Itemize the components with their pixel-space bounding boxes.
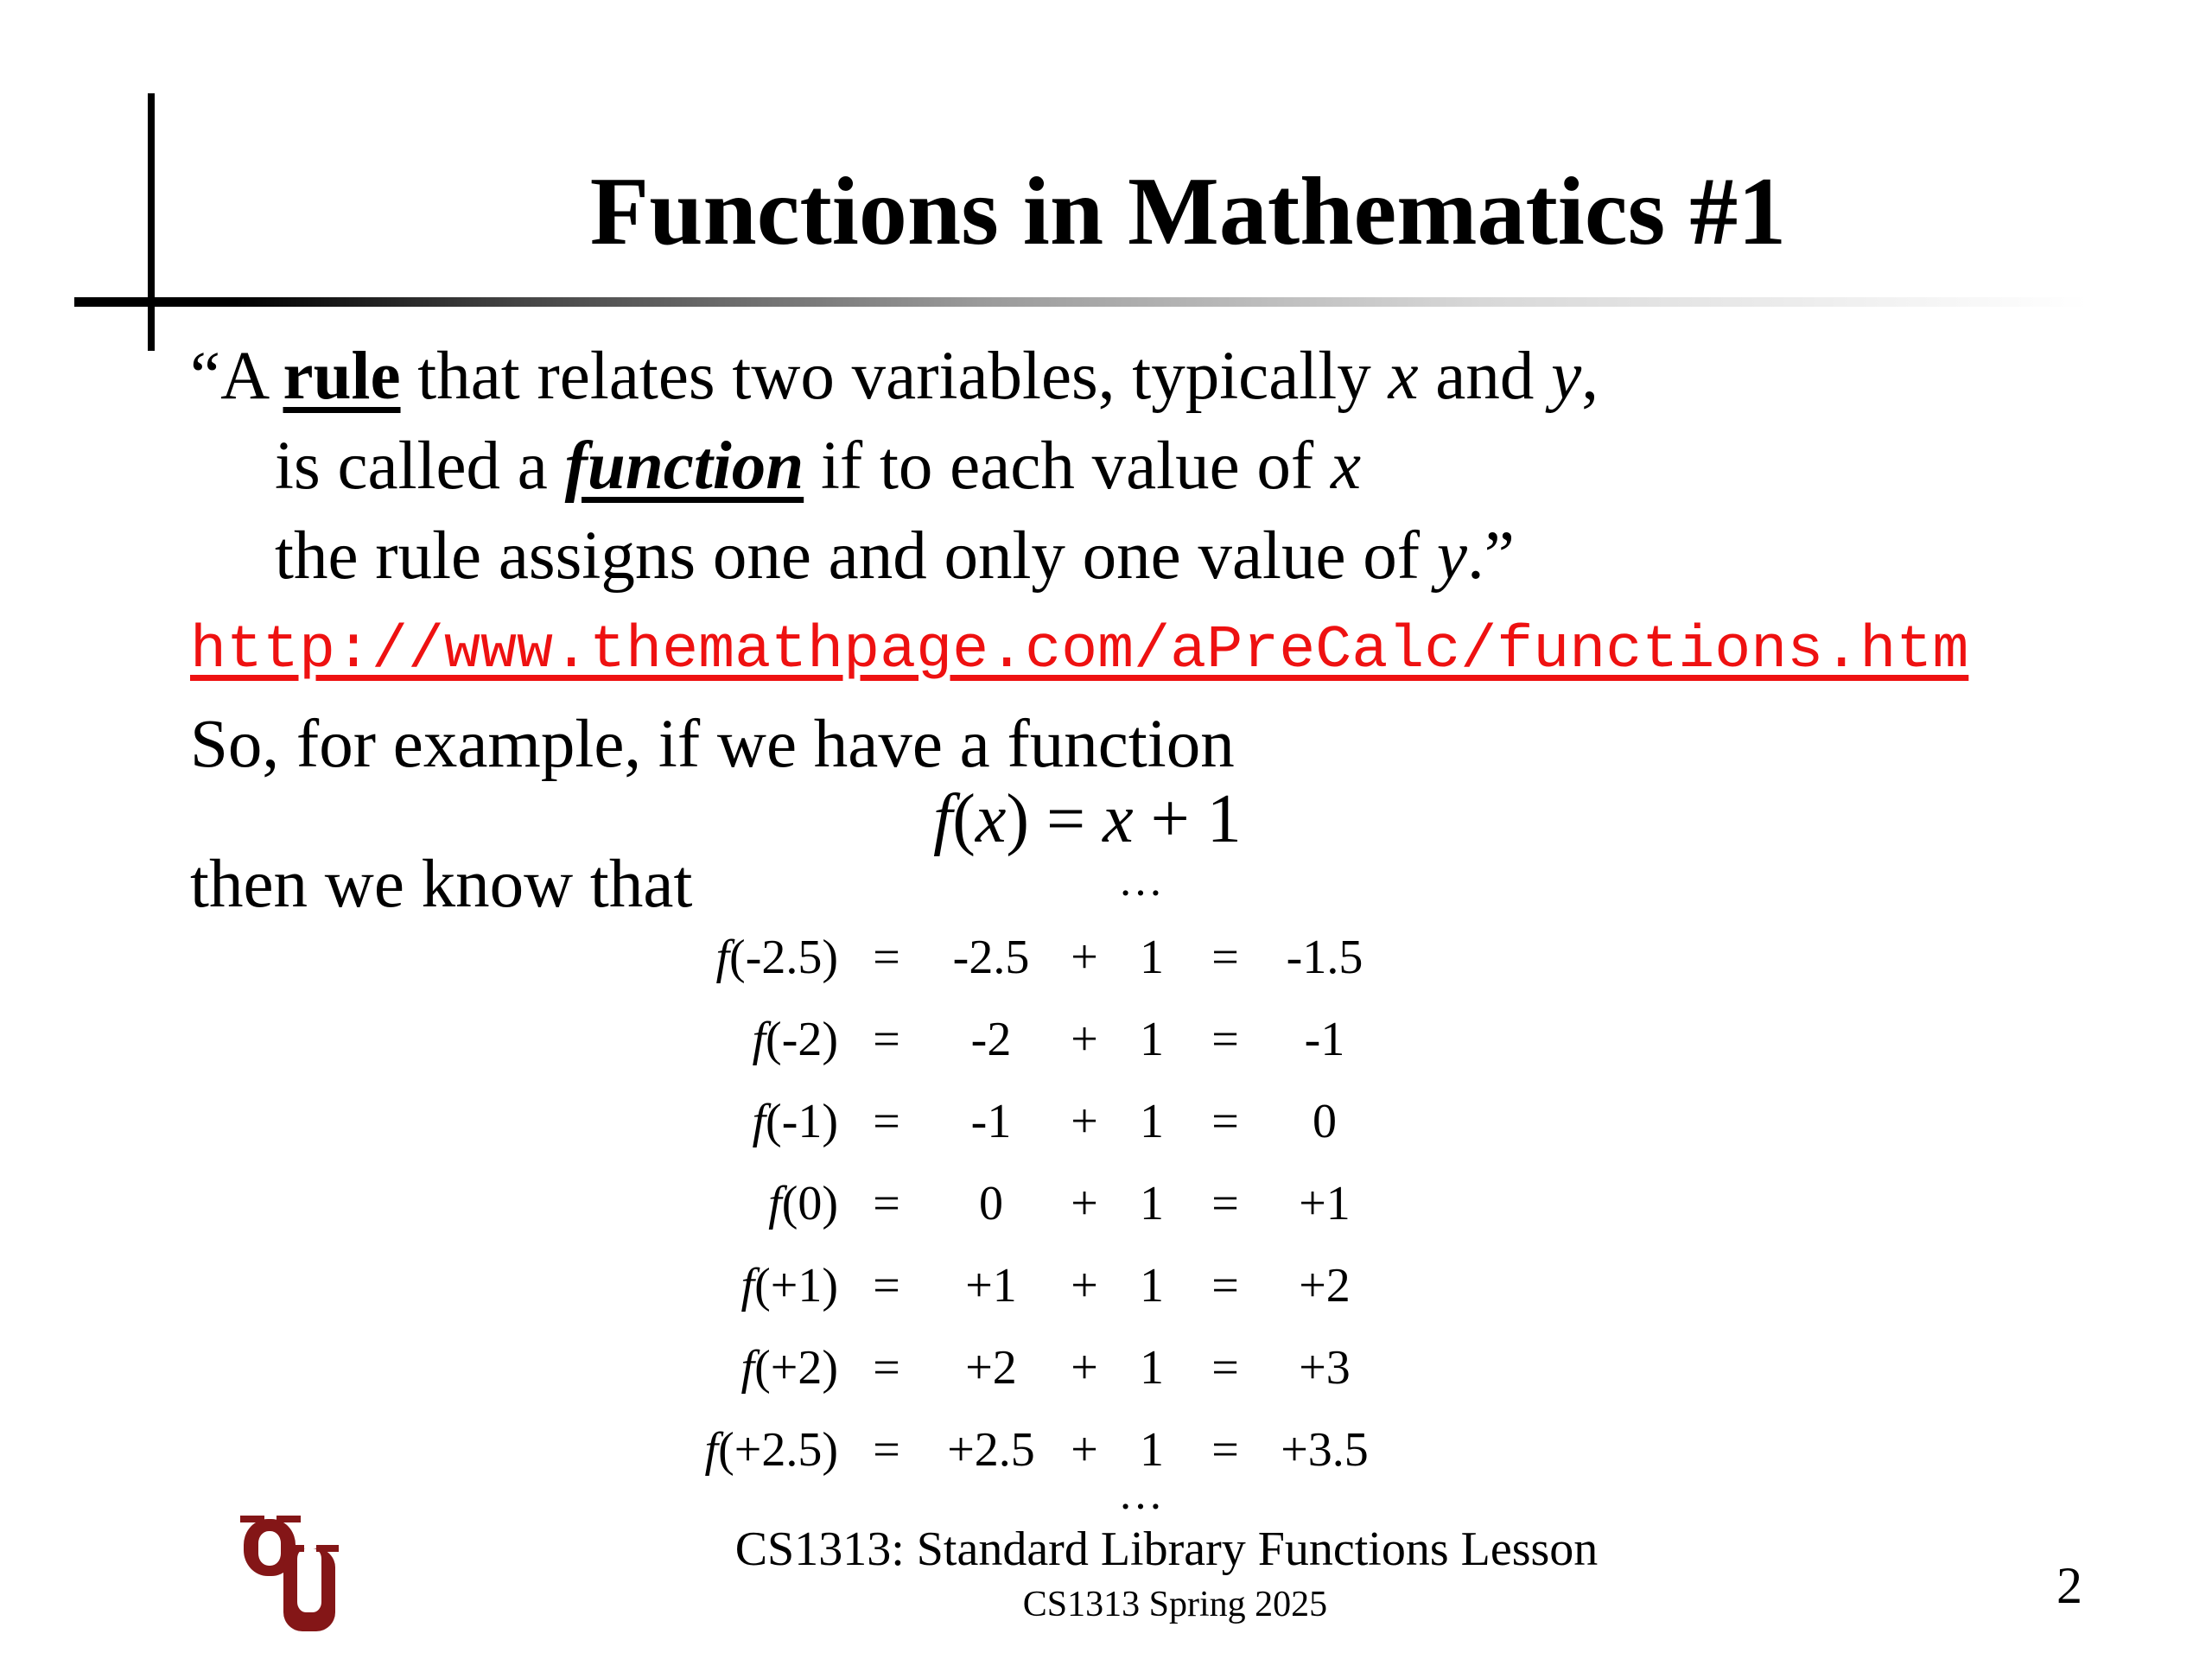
- ellipsis-top: …: [1118, 856, 1163, 906]
- evaluation-argument: +1: [965, 1258, 1017, 1313]
- evaluation-row: [665, 1162, 1389, 1244]
- equals-sign: =: [873, 1258, 900, 1313]
- evaluation-lhs: f(+2.5): [704, 1422, 838, 1477]
- equals-sign: =: [873, 1094, 900, 1148]
- definition-line-3: the rule assigns one and only one value of y.”: [275, 518, 1515, 594]
- constant-one: 1: [1140, 1258, 1164, 1313]
- evaluation-argument: +2: [965, 1340, 1017, 1395]
- equals-sign: =: [873, 930, 900, 984]
- equals-sign: =: [1211, 1012, 1239, 1066]
- plus-sign: +: [1071, 1094, 1098, 1148]
- equals-sign: =: [873, 1176, 900, 1230]
- page-number: 2: [2056, 1557, 2082, 1614]
- evaluation-argument: 0: [979, 1176, 1003, 1230]
- footer-course: CS1313: Standard Library Functions Lesson: [734, 1522, 1599, 1576]
- evaluation-result: 0: [1313, 1094, 1337, 1148]
- evaluation-argument: -2.5: [952, 930, 1030, 984]
- rule-word: rule: [283, 339, 401, 414]
- definition-line-1: “A rule that relates two variables, typically x and y,: [190, 339, 1599, 414]
- equals-sign: =: [1211, 1176, 1239, 1230]
- evaluation-lhs: f(-2.5): [715, 930, 838, 984]
- ou-logo: [240, 1512, 339, 1635]
- plus-sign: +: [1071, 930, 1098, 984]
- slide-title: Functions in Mathematics #1: [589, 158, 1787, 265]
- definition-line-2: is called a function if to each value of x: [275, 429, 1362, 504]
- constant-one: 1: [1140, 1094, 1164, 1148]
- equals-sign: =: [1211, 1422, 1239, 1477]
- evaluation-result: -1: [1304, 1012, 1345, 1066]
- equals-sign: =: [1211, 1258, 1239, 1313]
- evaluation-lhs: f(-1): [752, 1094, 838, 1148]
- evaluation-lhs: f(+2): [741, 1340, 838, 1395]
- evaluation-row: [665, 916, 1389, 998]
- evaluation-row: [665, 1080, 1389, 1162]
- evaluation-lhs: f(+1): [741, 1258, 838, 1313]
- then-text: then we know that: [190, 847, 693, 922]
- evaluation-result: +3.5: [1281, 1422, 1369, 1477]
- evaluation-argument: -1: [970, 1094, 1012, 1148]
- evaluation-row: [665, 1244, 1389, 1326]
- ellipsis-bottom: …: [1118, 1470, 1163, 1519]
- plus-sign: +: [1071, 1176, 1098, 1230]
- source-link[interactable]: http://www.themathpage.com/aPreCalc/functions.htm: [190, 617, 1969, 685]
- footer-term: CS1313 Spring 2025: [1022, 1585, 1328, 1624]
- evaluation-lhs: f(0): [768, 1176, 838, 1230]
- constant-one: 1: [1140, 1422, 1164, 1477]
- evaluation-row: [665, 998, 1389, 1080]
- title-horizontal-rule: [74, 297, 2088, 307]
- function-word: function: [564, 429, 804, 504]
- equals-sign: =: [873, 1340, 900, 1395]
- evaluation-row: [665, 1408, 1389, 1491]
- evaluation-result: +1: [1299, 1176, 1351, 1230]
- evaluation-argument: +2.5: [947, 1422, 1035, 1477]
- evaluation-lhs: f(-2): [752, 1012, 838, 1066]
- plus-sign: +: [1071, 1340, 1098, 1395]
- evaluation-result: -1.5: [1286, 930, 1363, 984]
- constant-one: 1: [1140, 930, 1164, 984]
- equals-sign: =: [1211, 1094, 1239, 1148]
- evaluation-table: [665, 916, 1389, 1491]
- equals-sign: =: [873, 1422, 900, 1477]
- plus-sign: +: [1071, 1012, 1098, 1066]
- definition-quote: [190, 332, 1599, 601]
- plus-sign: +: [1071, 1422, 1098, 1477]
- plus-sign: +: [1071, 1258, 1098, 1313]
- example-intro: So, for example, if we have a function: [190, 707, 1235, 782]
- equals-sign: =: [873, 1012, 900, 1066]
- evaluation-result: +2: [1299, 1258, 1351, 1313]
- constant-one: 1: [1140, 1176, 1164, 1230]
- constant-one: 1: [1140, 1340, 1164, 1395]
- title-vertical-rule: [148, 93, 155, 351]
- evaluation-row: [665, 1326, 1389, 1408]
- function-formula: f(x) = x + 1: [933, 781, 1242, 857]
- constant-one: 1: [1140, 1012, 1164, 1066]
- evaluation-result: +3: [1299, 1340, 1351, 1395]
- evaluation-argument: -2: [970, 1012, 1012, 1066]
- equals-sign: =: [1211, 1340, 1239, 1395]
- equals-sign: =: [1211, 930, 1239, 984]
